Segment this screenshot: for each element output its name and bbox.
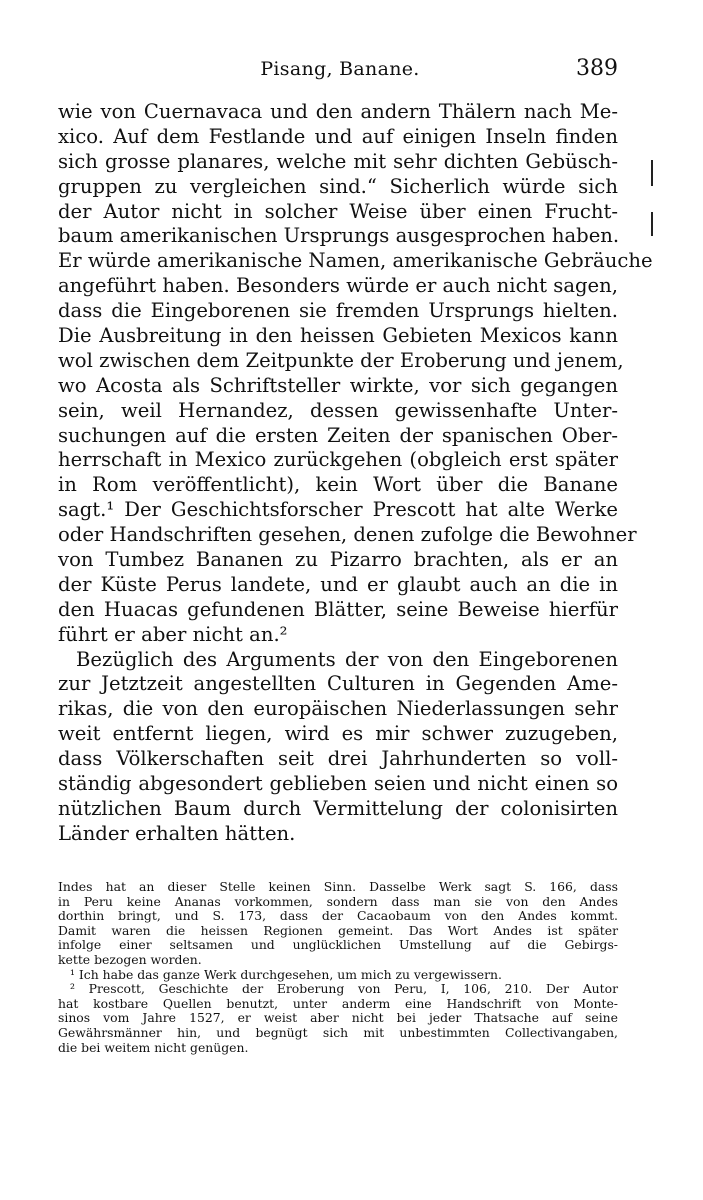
- text-line: herrschaft in Mexico zurückgehen (obgleich erst später: [58, 448, 618, 472]
- footnote-line: kette bezogen worden.: [58, 951, 202, 967]
- text-line: der Autor nicht in solcher Weise über einen Frucht-: [58, 199, 618, 223]
- footnote-line: Indes hat an dieser Stelle keinen Sinn. Dasselbe Werk sagt S. 166, dass: [58, 879, 618, 894]
- footnotes: [58, 880, 618, 1055]
- footnote-line: ¹ Ich habe das ganze Werk durchgesehen, um mich zu vergewissern.: [70, 966, 502, 982]
- text-line: in Rom veröffentlicht), kein Wort über die Banane: [58, 473, 618, 497]
- text-line: wie von Cuernavaca und den andern Thälern nach Me-: [58, 100, 618, 123]
- running-title: Pisang, Banane.: [260, 58, 420, 80]
- text-line: baum amerikanischen Ursprungs ausgesprochen haben.: [58, 224, 620, 248]
- text-line: Er würde amerikanische Namen, amerikanische Gebräuche: [58, 249, 653, 273]
- footnote-line: Damit waren die heissen Regionen gemeint. Das Wort Andes ist später: [58, 922, 618, 938]
- text-line: führt er aber nicht an.²: [58, 622, 288, 646]
- text-line: der Küste Perus landete, und er glaubt auch an die in: [58, 572, 618, 596]
- text-line: sagt.¹ Der Geschichtsforscher Prescott hat alte Werke: [58, 498, 618, 522]
- text-line: rikas, die von den europäischen Niederlassungen sehr: [58, 697, 618, 721]
- text-line: oder Handschriften gesehen, denen zufolge die Bewohner: [58, 523, 637, 547]
- text-line: wol zwischen dem Zeitpunkte der Eroberung und jenem,: [58, 348, 624, 372]
- footnote-line: Gewährsmänner hin, und begnügt sich mit unbestimmten Collectivangaben,: [58, 1024, 618, 1040]
- text-line: zur Jetztzeit angestellten Culturen in Gegenden Ame-: [58, 672, 618, 696]
- footnote-line: infolge einer seltsamen und unglücklichen Umstellung auf die Gebirgs-: [58, 937, 618, 953]
- text-line: xico. Auf dem Festlande und auf einigen Inseln finden: [58, 124, 618, 148]
- footnote-line: in Peru keine Ananas vorkommen, sondern dass man sie von den Andes: [58, 893, 618, 909]
- text-line: von Tumbez Bananen zu Pizarro brachten, als er an: [58, 548, 618, 572]
- text-line: Die Ausbreitung in den heissen Gebieten Mexicos kann: [58, 324, 618, 348]
- text-line: wo Acosta als Schriftsteller wirkte, vor sich gegangen: [58, 373, 618, 397]
- text-line: ständig abgesondert geblieben seien und nicht einen so: [58, 772, 618, 796]
- footnote-line: die bei weitem nicht genügen.: [58, 1039, 249, 1055]
- text-line: Länder erhalten hätten.: [58, 821, 296, 845]
- text-line: Bezüglich des Arguments der von den Eingeborenen: [76, 647, 618, 671]
- text-line: angeführt haben. Besonders würde er auch nicht sagen,: [58, 274, 618, 298]
- text-line: weit entfernt liegen, wird es mir schwer zuzugeben,: [58, 722, 618, 746]
- footnote-line: ² Prescott, Geschichte der Eroberung von Peru, I, 106, 210. Der Autor: [70, 981, 618, 997]
- main-text: [58, 100, 653, 847]
- footnote-line: dorthin bringt, und S. 173, dass der Cacaobaum von den Andes kommt.: [58, 908, 618, 924]
- text-line: dass die Eingeborenen sie fremden Ursprungs hielten.: [58, 299, 618, 323]
- text-line: dass Völkerschaften seit drei Jahrhunderten so voll-: [58, 747, 618, 771]
- text-line: sein, weil Hernandez, dessen gewissenhafte Unter-: [58, 398, 618, 422]
- footnote-line: sinos vom Jahre 1527, er weist aber nicht bei jeder Thatsache auf seine: [58, 1010, 618, 1026]
- text-line: nützlichen Baum durch Vermittelung der colonisirten: [58, 796, 618, 820]
- page-header: [60, 56, 620, 88]
- page-number: 389: [576, 56, 618, 81]
- margin-mark: [651, 212, 653, 236]
- text-line: suchungen auf die ersten Zeiten der spanischen Ober-: [58, 423, 618, 447]
- text-line: sich grosse planares, welche mit sehr dichten Gebüsch-: [58, 149, 618, 173]
- margin-mark: [651, 160, 653, 186]
- text-line: gruppen zu vergleichen sind.“ Sicherlich würde sich: [58, 174, 618, 198]
- text-line: den Huacas gefundenen Blätter, seine Beweise hierfür: [58, 597, 618, 621]
- footnote-line: hat kostbare Quellen benutzt, unter anderm eine Handschrift von Monte-: [58, 995, 618, 1011]
